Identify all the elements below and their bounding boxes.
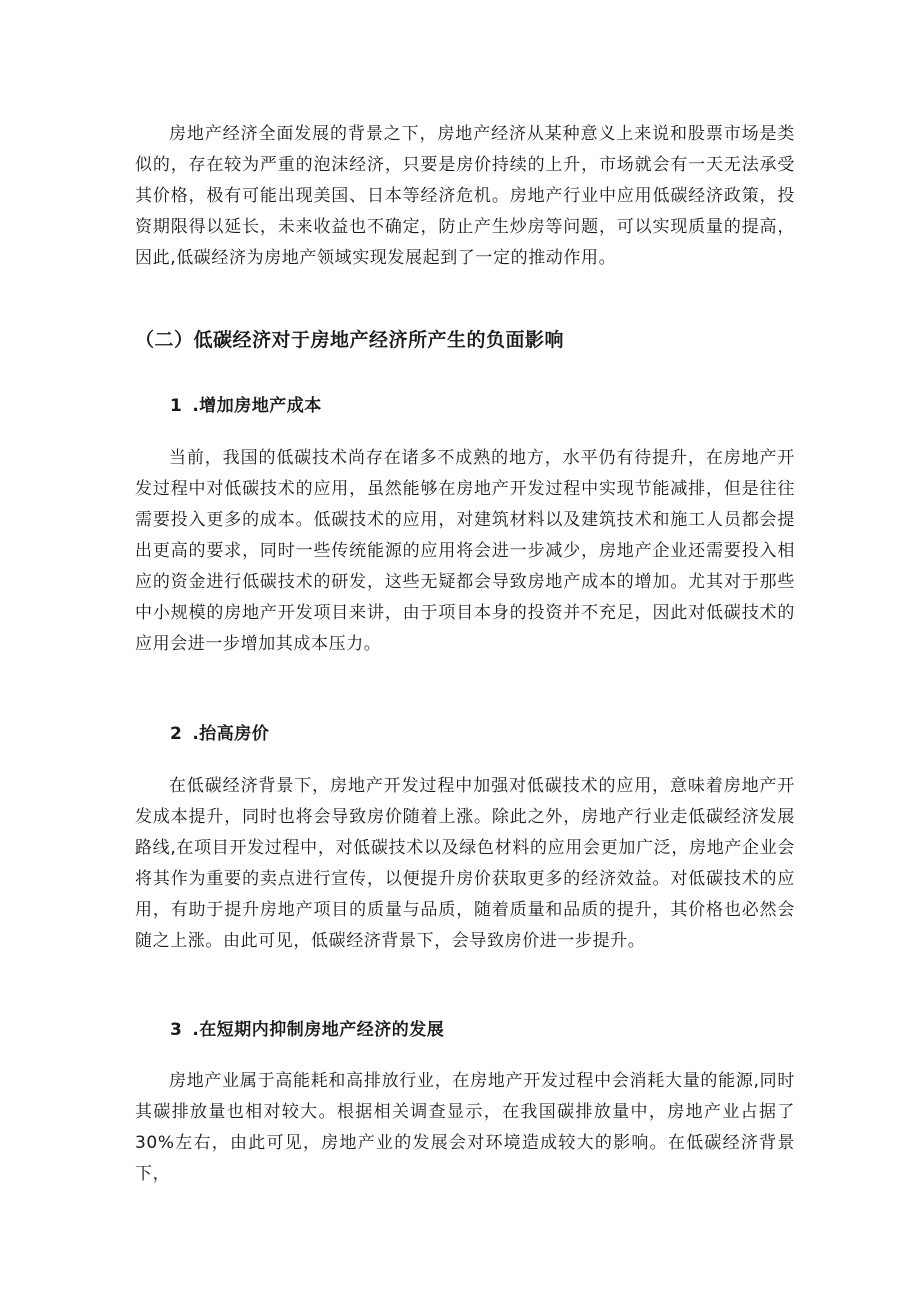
subsection-title: .在短期内抑制房地产经济的发展 bbox=[192, 1020, 445, 1040]
subsection-number: 2 bbox=[170, 724, 183, 744]
body-paragraph: 在低碳经济背景下，房地产开发过程中加强对低碳技术的应用，意味着房地产开发成本提升，同时也将会导致房价随着上涨。除此之外，房地产行业走低碳经济发展路线,在项目开发过程中，对低碳技术以及绿色材料的应用会更加广泛，房地产企业会将其作为重要的卖点进行宣传，以便提升房价获取更多的经济效益。对低碳技术的应用，有助于提升房地产项目的质量与品质，随着质量和品质的提升，其价格也必然会随之上涨。由此可见，低碳经济背景下，会导致房价进一步提升。 bbox=[135, 776, 795, 951]
subsection-heading-3 bbox=[170, 1018, 444, 1042]
subsection-heading-1 bbox=[170, 394, 322, 418]
body-paragraph: 当前，我国的低碳技术尚存在诸多不成熟的地方，水平仍有待提升，在房地产开发过程中对低碳技术的应用，虽然能够在房地产开发过程中实现节能减排，但是往往需要投入更多的成本。低碳技术的应用，对建筑材料以及建筑技术和施工人员都会提出更高的要求，同时一些传统能源的应用将会进一步减少，房地产企业还需要投入相应的资金进行低碳技术的研发，这些无疑都会导致房地产成本的增加。尤其对于那些中小规模的房地产开发项目来讲，由于项目本身的投资并不充足，因此对低碳技术的应用会进一步增加其成本压力。 bbox=[135, 448, 795, 654]
body-paragraph: 房地产经济全面发展的背景之下，房地产经济从某种意义上来说和股票市场是类似的，存在较为严重的泡沫经济，只要是房价持续的上升，市场就会有一天无法承受其价格，极有可能出现美国、日本等经济危机。房地产行业中应用低碳经济政策，投资期限得以延长，未来收益也不确定，防止产生炒房等问题，可以实现质量的提高，因此,低碳经济为房地产领域实现发展起到了一定的推动作用。 bbox=[135, 124, 795, 268]
section-heading: （二）低碳经济对于房地产经济所产生的负面影响 bbox=[135, 329, 565, 351]
subsection-heading-2 bbox=[170, 722, 269, 746]
body-paragraph: 房地产业属于高能耗和高排放行业，在房地产开发过程中会消耗大量的能源,同时其碳排放量也相对较大。根据相关调查显示，在我国碳排放量中，房地产业占据了30%左右，由此可见，房地产业的发展会对环境造成较大的影响。在低碳经济背景下， bbox=[135, 1071, 795, 1184]
subsection-title: .抬高房价 bbox=[192, 724, 270, 744]
subsection-title: .增加房地产成本 bbox=[192, 396, 322, 416]
subsection-number: 1 bbox=[170, 396, 183, 416]
subsection-number: 3 bbox=[170, 1020, 183, 1040]
